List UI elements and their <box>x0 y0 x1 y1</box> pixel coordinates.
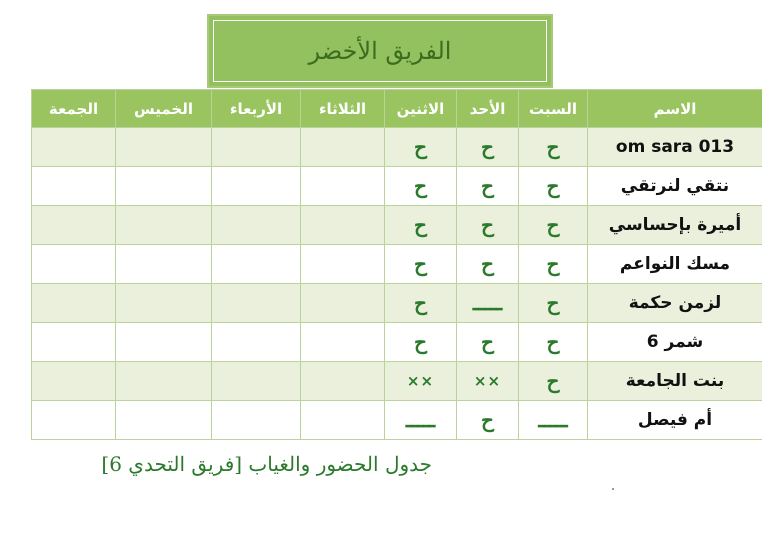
table-row <box>32 167 762 206</box>
cell-sunday: ح <box>457 167 519 206</box>
cell-tuesday <box>301 362 385 401</box>
cell-monday: ـــــ <box>385 401 457 440</box>
member-name: نتقي لنرتقي <box>588 167 762 206</box>
member-name: أم فيصل <box>588 401 762 440</box>
header-row <box>32 90 762 128</box>
cell-tuesday <box>301 167 385 206</box>
cell-saturday: ح <box>519 362 588 401</box>
cell-saturday: ح <box>519 245 588 284</box>
cell-sunday: ح <box>457 401 519 440</box>
member-name: مسك النواعم <box>588 245 762 284</box>
table-row <box>32 245 762 284</box>
cell-wednesday <box>212 323 301 362</box>
header-thursday: الخميس <box>116 90 212 128</box>
member-name: لزمن حكمة <box>588 284 762 323</box>
cell-friday <box>32 128 116 167</box>
table-row <box>32 401 762 440</box>
table-row <box>32 362 762 401</box>
table-row <box>32 284 762 323</box>
cell-tuesday <box>301 128 385 167</box>
cell-thursday <box>116 323 212 362</box>
cell-thursday <box>116 362 212 401</box>
header-friday: الجمعة <box>32 90 116 128</box>
table-row <box>32 206 762 245</box>
header-tuesday: الثلاثاء <box>301 90 385 128</box>
cell-wednesday <box>212 245 301 284</box>
cell-thursday <box>116 167 212 206</box>
cell-tuesday <box>301 206 385 245</box>
header-saturday: السبت <box>519 90 588 128</box>
title-banner <box>207 14 553 88</box>
cell-thursday <box>116 284 212 323</box>
cell-tuesday <box>301 401 385 440</box>
table-row <box>32 128 762 167</box>
cell-monday: ح <box>385 167 457 206</box>
cell-monday: ح <box>385 284 457 323</box>
cell-friday <box>32 206 116 245</box>
cell-friday <box>32 167 116 206</box>
stray-dot <box>612 488 614 490</box>
cell-friday <box>32 401 116 440</box>
cell-thursday <box>116 128 212 167</box>
member-name: أميرة بإحساسي <box>588 206 762 245</box>
cell-saturday: ح <box>519 167 588 206</box>
team-title: الفريق الأخضر <box>308 37 452 65</box>
cell-sunday: ح <box>457 323 519 362</box>
title-inner-frame <box>213 20 547 82</box>
cell-friday <box>32 284 116 323</box>
cell-wednesday <box>212 362 301 401</box>
cell-monday: ح <box>385 128 457 167</box>
cell-tuesday <box>301 323 385 362</box>
header-name: الاسم <box>588 90 762 128</box>
cell-monday: ح <box>385 245 457 284</box>
cell-tuesday <box>301 245 385 284</box>
cell-sunday: ×× <box>457 362 519 401</box>
cell-thursday <box>116 245 212 284</box>
member-name: شمر 6 <box>588 323 762 362</box>
header-sunday: الأحد <box>457 90 519 128</box>
cell-monday: ح <box>385 323 457 362</box>
cell-sunday: ـــــ <box>457 284 519 323</box>
cell-thursday <box>116 206 212 245</box>
cell-saturday: ح <box>519 128 588 167</box>
cell-friday <box>32 362 116 401</box>
cell-sunday: ح <box>457 206 519 245</box>
cell-sunday: ح <box>457 128 519 167</box>
cell-tuesday <box>301 284 385 323</box>
cell-friday <box>32 245 116 284</box>
cell-wednesday <box>212 284 301 323</box>
cell-monday: ح <box>385 206 457 245</box>
cell-wednesday <box>212 401 301 440</box>
cell-thursday <box>116 401 212 440</box>
cell-monday: ×× <box>385 362 457 401</box>
cell-saturday: ـــــ <box>519 401 588 440</box>
cell-saturday: ح <box>519 206 588 245</box>
cell-saturday: ح <box>519 284 588 323</box>
cell-sunday: ح <box>457 245 519 284</box>
member-name: بنت الجامعة <box>588 362 762 401</box>
cell-friday <box>32 323 116 362</box>
cell-saturday: ح <box>519 323 588 362</box>
attendance-table <box>31 89 762 440</box>
cell-wednesday <box>212 206 301 245</box>
table-caption: جدول الحضور والغياب [فريق التحدي 6] <box>101 452 432 476</box>
table-row <box>32 323 762 362</box>
cell-wednesday <box>212 128 301 167</box>
header-wednesday: الأربعاء <box>212 90 301 128</box>
member-name: om sara 013 <box>588 128 762 167</box>
header-monday: الاثنين <box>385 90 457 128</box>
cell-wednesday <box>212 167 301 206</box>
